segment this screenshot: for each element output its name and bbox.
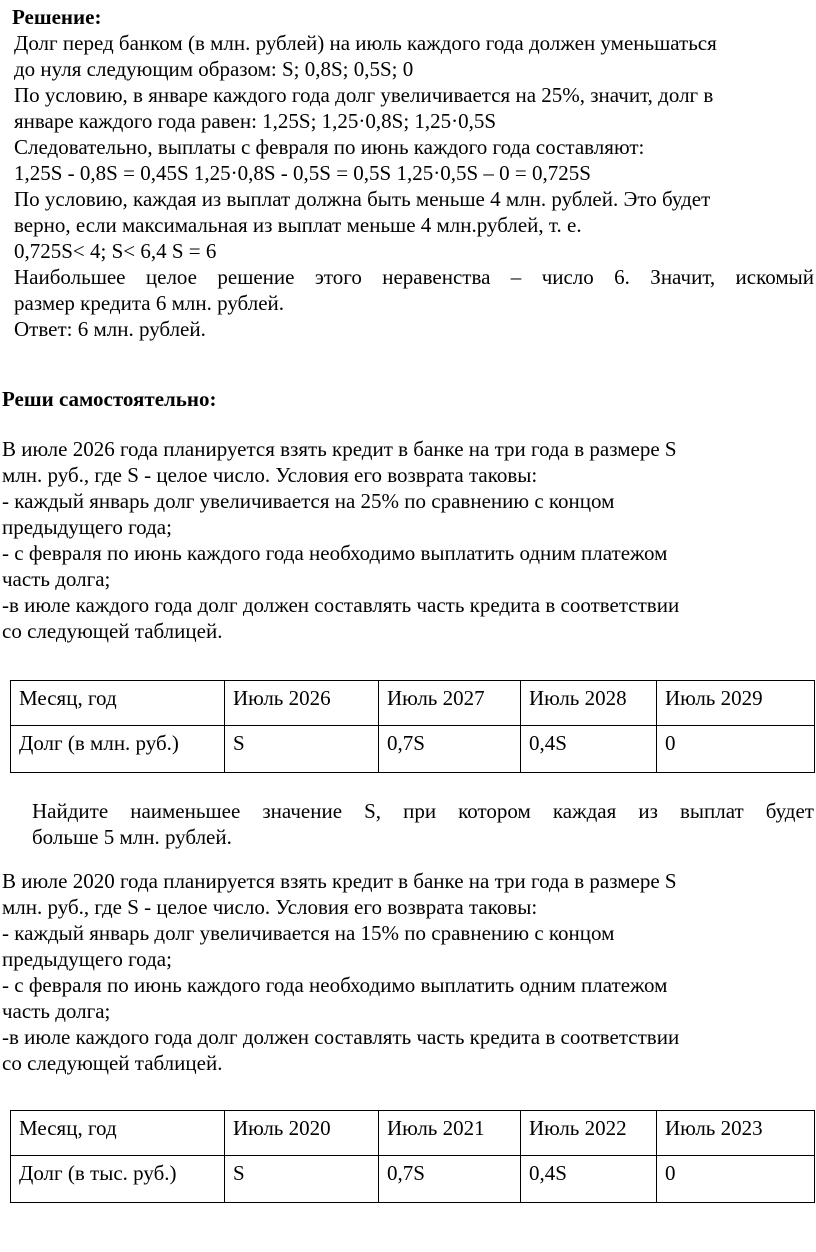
- table-row: [11, 1156, 815, 1203]
- task2-line: предыдущего года;: [2, 947, 172, 971]
- table-cell: Июль 2021: [379, 1111, 521, 1156]
- table-row: [11, 726, 815, 773]
- task1-line: В июле 2026 года планируется взять кредит в банке на три года в размере S: [2, 437, 677, 461]
- table-cell: Долг (в млн. руб.): [11, 726, 225, 773]
- table-cell: Июль 2022: [521, 1111, 657, 1156]
- solution-line: верно, если максимальная из выплат меньше 4 млн.рублей, т. е.: [14, 213, 582, 237]
- solution-line: январе каждого года равен: 1,25S; 1,25·0,8S; 1,25·0,5S: [14, 109, 497, 133]
- solution-line: Следовательно, выплаты с февраля по июнь каждого года составляют:: [14, 135, 645, 159]
- task2-line: со следующей таблицей.: [2, 1051, 223, 1075]
- table-cell: 0: [657, 1156, 815, 1203]
- solution-heading: Решение:: [12, 5, 102, 29]
- task1-line: часть долга;: [2, 567, 111, 591]
- table-cell: Месяц, год: [11, 1111, 225, 1156]
- table-header-row: [11, 681, 815, 726]
- task2-line: млн. руб., где S - целое число. Условия его возврата таковы:: [2, 895, 538, 919]
- task2-line: В июле 2020 года планируется взять кредит в банке на три года в размере S: [2, 869, 677, 893]
- task2-text: [2, 868, 814, 1076]
- table-cell: Долг (в тыс. руб.): [11, 1156, 225, 1203]
- table-cell: 0,4S: [521, 726, 657, 773]
- task1-line: предыдущего года;: [2, 515, 172, 539]
- solution-line: 0,725S< 4; S< 6,4 S = 6: [14, 239, 217, 263]
- task2-line: - с февраля по июнь каждого года необходимо выплатить одним платежом: [2, 973, 668, 997]
- table-cell: Июль 2023: [657, 1111, 815, 1156]
- table-cell: 0,7S: [379, 1156, 521, 1203]
- solution-line: до нуля следующим образом: S; 0,8S; 0,5S; 0: [14, 57, 414, 81]
- task1-question: [32, 798, 814, 850]
- task1-text: [2, 436, 814, 644]
- table-cell: 0,4S: [521, 1156, 657, 1203]
- table-cell: 0,7S: [379, 726, 521, 773]
- question-line: больше 5 млн. рублей.: [32, 825, 232, 849]
- task1-line: - каждый январь долг увеличивается на 25% по сравнению с концом: [2, 489, 615, 513]
- table-header-row: [11, 1111, 815, 1156]
- task2-line: - каждый январь долг увеличивается на 15% по сравнению с концом: [2, 921, 615, 945]
- task2-line: -в июле каждого года долг должен составлять часть кредита в соответствии: [2, 1025, 680, 1049]
- solution-line: По условию, в январе каждого года долг увеличивается на 25%, значит, долг в: [14, 83, 714, 107]
- table-cell: Июль 2020: [225, 1111, 379, 1156]
- solution-line: По условию, каждая из выплат должна быть меньше 4 млн. рублей. Это будет: [14, 187, 711, 211]
- self-study-heading: Реши самостоятельно:: [2, 387, 217, 411]
- solution-line: 1,25S - 0,8S = 0,45S 1,25·0,8S - 0,5S = 0,5S 1,25·0,5S – 0 = 0,725S: [14, 161, 591, 185]
- table-cell: Июль 2027: [379, 681, 521, 726]
- task1-line: млн. руб., где S - целое число. Условия его возврата таковы:: [2, 463, 538, 487]
- table-cell: Июль 2029: [657, 681, 815, 726]
- task2-debt-table: [10, 1110, 815, 1203]
- solution-line: Наибольшее целое решение этого неравенства – число 6. Значит, искомый: [14, 265, 814, 289]
- table-cell: S: [225, 1156, 379, 1203]
- solution-line: размер кредита 6 млн. рублей.: [14, 291, 285, 315]
- table-cell: S: [225, 726, 379, 773]
- solution-line: Долг перед банком (в млн. рублей) на июль каждого года должен уменьшаться: [14, 31, 717, 55]
- task1-line: -в июле каждого года долг должен составлять часть кредита в соответствии: [2, 593, 680, 617]
- task1-debt-table: [10, 680, 815, 773]
- table-cell: Июль 2026: [225, 681, 379, 726]
- task1-line: - с февраля по июнь каждого года необходимо выплатить одним платежом: [2, 541, 668, 565]
- table-cell: Июль 2028: [521, 681, 657, 726]
- table-cell: Месяц, год: [11, 681, 225, 726]
- table-cell: 0: [657, 726, 815, 773]
- solution-section: [14, 4, 814, 342]
- solution-answer: Ответ: 6 млн. рублей.: [14, 317, 206, 341]
- question-line: Найдите наименьшее значение S, при котором каждая из выплат будет: [32, 799, 814, 823]
- task2-line: часть долга;: [2, 999, 111, 1023]
- task1-line: со следующей таблицей.: [2, 619, 223, 643]
